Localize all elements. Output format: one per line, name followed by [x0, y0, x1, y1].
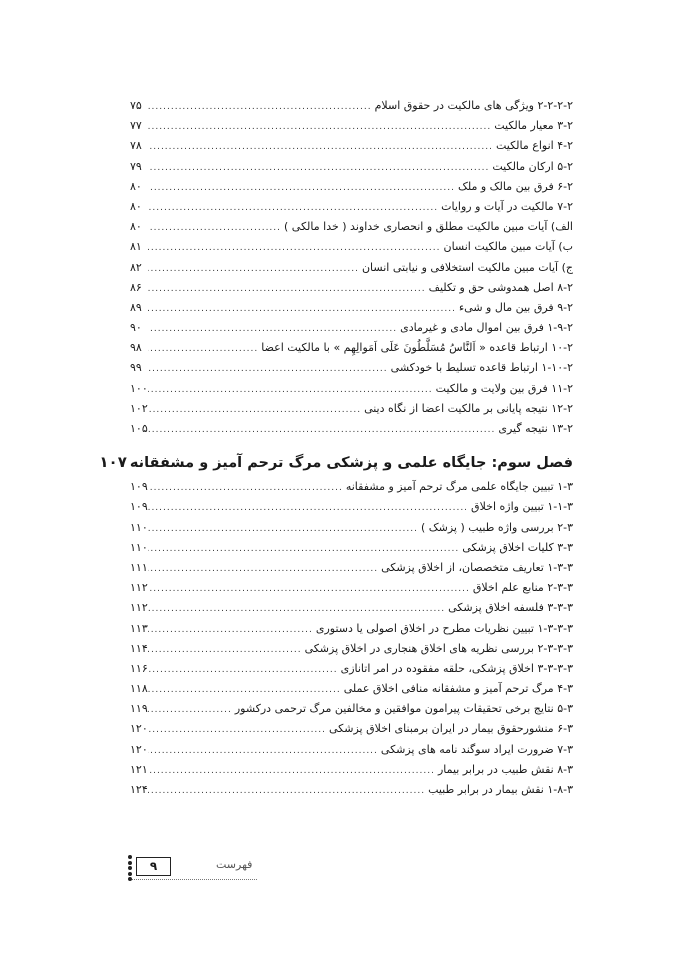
toc-entry — [130, 538, 573, 558]
toc-entry-page-number: ۱۱۸ — [130, 682, 148, 696]
toc-entry — [130, 96, 573, 116]
toc-entry — [130, 558, 573, 578]
dot-leader — [148, 137, 493, 157]
dot-leader — [148, 680, 341, 700]
toc-chapter-heading — [99, 447, 573, 477]
dot-leader — [148, 178, 455, 198]
toc-entry-title: ۸-۲ اصل همدوشی حق و تکلیف — [428, 280, 573, 294]
toc-entry-title: ۳-۳-۳-۳ اخلاق پزشکی، حلقه مفقوده در امر اتانازی — [340, 661, 573, 675]
dot-leader — [148, 97, 372, 117]
dot-leader — [148, 299, 456, 319]
toc-entry-page-number: ۱۰۹ — [130, 500, 148, 514]
toc-entry-title: ۶-۳ منشورحقوق بیمار در ایران برمبنای اخلاق پزشکی — [329, 722, 573, 736]
dot-leader — [148, 761, 435, 781]
toc-entry-title: ۷-۲ مالکیت در آیات و روایات — [441, 199, 573, 213]
dot-leader — [148, 380, 433, 400]
dot-leader — [148, 559, 378, 579]
dot-leader — [148, 700, 232, 720]
toc-entry-page-number: ۱۱۰ — [130, 540, 148, 554]
toc-entry-title: ۲-۲-۲-۲ ویژگی های مالکیت در حقوق اسلام — [374, 99, 573, 112]
toc-entry-page-number: ۸۰ — [130, 179, 142, 193]
toc-entry-page-number: ۸۶ — [130, 280, 142, 294]
toc-entry — [130, 399, 573, 419]
toc-entry — [130, 679, 573, 699]
dot-leader — [148, 519, 418, 539]
toc-entry-title: ۳-۳ کلیات اخلاق پزشکی — [462, 540, 573, 554]
toc-entry — [130, 217, 573, 237]
toc-entry — [130, 477, 573, 497]
toc-entry — [130, 659, 573, 679]
toc-entry-title: ۷-۳ ضرورت ایراد سوگند نامه های پزشکی — [380, 742, 573, 756]
table-of-contents — [99, 96, 573, 800]
dot-leader — [148, 218, 281, 238]
toc-entry — [130, 760, 573, 780]
toc-entry-title: ۵-۳ نتایج برخی تحقیقات پیرامون موافقین و مخالفین مرگ ترحمی درکشور — [234, 702, 573, 716]
toc-entry-title: ۶-۲ فرق بین مالک و ملک — [457, 179, 573, 193]
toc-entry — [130, 177, 573, 197]
toc-entry — [130, 157, 573, 177]
chapter-page-number: ۱۰۷ — [99, 453, 127, 472]
toc-entry — [130, 338, 573, 358]
toc-entry-page-number: ۱۱۹ — [130, 702, 148, 716]
toc-entry-page-number: ۸۰ — [130, 220, 142, 234]
toc-entry-title: ۱-۳-۳-۳ تبیین نظریات مطرح در اخلاق اصولی یا دستوری — [315, 621, 573, 635]
toc-entry-title: ۱-۹-۲ فرق بین اموال مادی و غیرمادی — [400, 321, 573, 335]
page-number-box: ۹ — [136, 857, 171, 876]
toc-entry-title: ۱-۱-۳ تبیین واژه اخلاق — [471, 500, 573, 514]
toc-entry-page-number: ۱۰۵ — [130, 422, 148, 435]
toc-entry-page-number: ۱۲۰ — [130, 742, 148, 756]
dot-leader — [148, 339, 258, 359]
toc-entry-title: ۱-۳-۳ تعاریف متخصصان، از اخلاق پزشکی — [381, 560, 573, 574]
dot-leader — [148, 579, 470, 599]
toc-entry-page-number: ۱۲۰ — [130, 722, 148, 736]
toc-entry — [130, 740, 573, 760]
toc-entry-page-number: ۱۲۱ — [130, 762, 148, 776]
toc-entry — [130, 237, 573, 257]
toc-entry — [130, 598, 573, 618]
toc-entry — [130, 780, 573, 800]
toc-entry-page-number: ۷۸ — [130, 139, 142, 153]
page-footer — [128, 852, 278, 882]
toc-entry-title: ۵-۲ ارکان مالکیت — [492, 159, 573, 173]
toc-entry — [130, 419, 573, 439]
toc-entry-page-number: ۱۱۴ — [130, 641, 148, 655]
chapter-title: فصل سوم: جایگاه علمی و پزشکی مرگ ترحم آمیز و مشفقانه — [129, 455, 573, 472]
toc-entry-title: ج) آیات مبین مالکیت استخلافی و نیابتی انسان — [361, 260, 573, 274]
toc-entry-page-number: ۱۱۲ — [130, 581, 148, 595]
toc-entry-page-number: ۱۰۲ — [130, 401, 148, 415]
toc-entry-title: ۸-۳ نقش طبیب در برابر بیمار — [437, 762, 573, 776]
dot-leader — [148, 781, 425, 801]
toc-entry — [130, 116, 573, 136]
toc-entry — [130, 358, 573, 378]
toc-entry — [130, 298, 573, 318]
toc-entry — [130, 136, 573, 156]
toc-entry-title: ب) آیات مبین مالکیت انسان — [443, 240, 573, 254]
toc-entry-title: ۳-۳-۳ فلسفه اخلاق پزشکی — [448, 601, 573, 615]
dot-leader — [148, 539, 459, 559]
toc-entry-title: ۳-۲ معیار مالکیت — [494, 119, 573, 133]
toc-entry-page-number: ۱۰۰ — [130, 381, 148, 395]
toc-entry — [130, 619, 573, 639]
toc-entry — [130, 379, 573, 399]
toc-entry-title: ۱-۱۰-۲ ارتباط قاعده تسلیط با خودکشی — [390, 361, 573, 375]
toc-entry — [130, 578, 573, 598]
toc-entry-page-number: ۱۱۰ — [130, 520, 148, 534]
toc-entry-page-number: ۱۱۱ — [130, 560, 148, 574]
footer-dotted-rule — [132, 879, 257, 880]
toc-entry — [130, 318, 573, 338]
toc-entry — [130, 639, 573, 659]
footer-label: فهرست — [216, 858, 253, 871]
toc-chapter-2-entries — [130, 96, 573, 439]
toc-entry-page-number: ۱۲۴ — [130, 783, 148, 796]
dot-leader — [148, 741, 378, 761]
toc-entry-title: ۱-۸-۳ نقش بیمار در برابر طبیب — [428, 783, 573, 796]
toc-entry — [130, 518, 573, 538]
toc-entry-page-number: ۱۰۹ — [130, 480, 148, 494]
dot-leader — [148, 279, 426, 299]
toc-entry-title: ۱-۳ تبیین جایگاه علمی مرگ ترحم آمیز و مشفقانه — [345, 480, 573, 494]
toc-entry — [130, 699, 573, 719]
toc-entry-page-number: ۱۱۲ — [130, 601, 148, 615]
toc-entry-title: ۴-۳ مرگ ترحم آمیز و مشفقانه منافی اخلاق عملی — [343, 682, 573, 696]
toc-entry-title: ۴-۲ انواع مالکیت — [495, 139, 573, 153]
toc-entry-page-number: ۸۹ — [130, 300, 142, 314]
dot-leader — [148, 640, 302, 660]
dot-leader — [148, 158, 489, 178]
toc-entry-page-number: ۷۹ — [130, 159, 142, 173]
toc-entry-title: ۱۲-۲ نتیجه پایانی بر مالکیت اعضا از نگاه دینی — [364, 401, 573, 415]
dot-leader — [148, 117, 491, 137]
toc-entry-page-number: ۸۲ — [130, 260, 142, 274]
dot-leader — [148, 319, 397, 339]
toc-entry-page-number: ۹۰ — [130, 321, 142, 335]
dot-leader — [148, 660, 338, 680]
dot-leader — [148, 359, 388, 379]
toc-chapter-3-entries — [130, 477, 573, 800]
dot-leader — [148, 420, 495, 440]
toc-entry-title: ۱۰-۲ ارتباط قاعده « اَلنَّاسُ مُسَلَّطُونَ عَلَی اَمَوالِهِم » با مالکیت اعضا — [261, 341, 573, 355]
toc-entry — [130, 278, 573, 298]
toc-entry — [130, 719, 573, 739]
dot-leader — [148, 620, 313, 640]
toc-entry-title: ۹-۲ فرق بین مال و شیء — [458, 300, 573, 314]
dot-leader — [148, 259, 359, 279]
toc-entry-page-number: ۱۱۶ — [130, 661, 148, 675]
toc-entry-page-number: ۸۱ — [130, 240, 142, 254]
dot-leader — [148, 400, 361, 420]
dot-leader — [148, 478, 343, 498]
toc-entry-title: الف) آیات مبین مالکیت مطلق و انحصاری خداوند ( خدا مالکی ) — [284, 220, 573, 234]
toc-entry-title: ۲-۳-۳ منابع علم اخلاق — [472, 581, 573, 595]
toc-entry-page-number: ۹۹ — [130, 361, 142, 375]
toc-entry-page-number: ۱۱۳ — [130, 621, 148, 635]
dot-leader — [148, 720, 326, 740]
toc-entry-page-number: ۷۵ — [130, 99, 142, 112]
toc-entry-title: ۱۱-۲ فرق بین ولایت و مالکیت — [435, 381, 573, 395]
toc-entry-page-number: ۸۰ — [130, 199, 142, 213]
dot-leader — [148, 238, 440, 258]
toc-entry-title: ۲-۳ بررسی واژه طبیب ( پزشک ) — [420, 520, 573, 534]
toc-entry-page-number: ۷۷ — [130, 119, 142, 133]
dot-leader — [148, 198, 438, 218]
toc-entry — [130, 197, 573, 217]
toc-entry-title: ۲-۳-۳-۳ بررسی نظریه های اخلاق هنجاری در اخلاق پزشکی — [304, 641, 573, 655]
dot-leader — [148, 498, 468, 518]
toc-entry — [130, 497, 573, 517]
toc-entry-title: ۱۳-۲ نتیجه گیری — [498, 422, 573, 435]
toc-entry — [130, 258, 573, 278]
toc-entry-page-number: ۹۸ — [130, 341, 142, 355]
dot-leader — [148, 599, 445, 619]
